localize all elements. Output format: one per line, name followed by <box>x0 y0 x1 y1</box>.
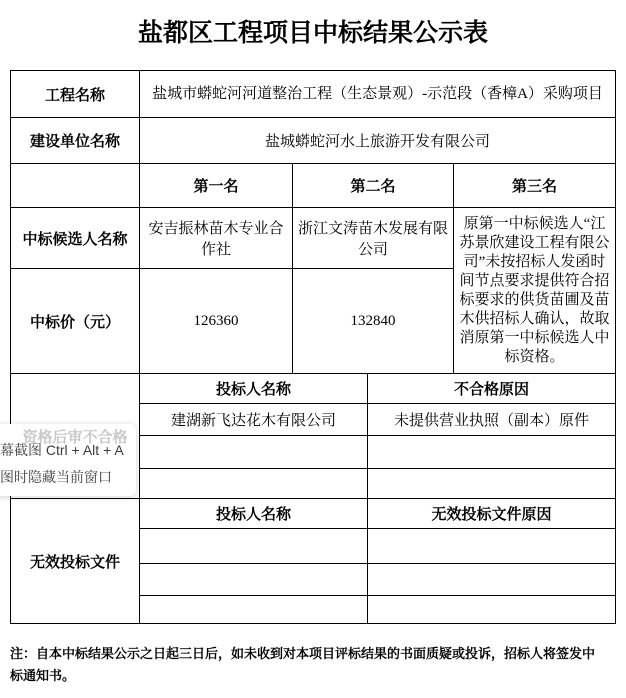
price-1: 126360 <box>140 269 293 374</box>
owner-value: 盐城蟒蛇河水上旅游开发有限公司 <box>140 118 616 164</box>
price-2: 132840 <box>293 269 454 374</box>
price-label: 中标价（元） <box>11 269 140 374</box>
invalid-row-reason <box>368 529 616 564</box>
invalid-header-reason: 无效投标文件原因 <box>368 499 616 529</box>
bid-result-table <box>10 70 616 624</box>
invalid-row-reason <box>368 596 616 624</box>
invalid-row-bidder <box>140 529 368 564</box>
unqualified-row-reason <box>368 469 616 499</box>
invalid-row-bidder <box>140 564 368 596</box>
unqualified-row-bidder: 建湖新飞达花木有限公司 <box>140 404 368 436</box>
candidates-label: 中标候选人名称 <box>11 208 140 269</box>
unqualified-section-label: 资格后审不合格 <box>22 429 128 446</box>
rank-header-1: 第一名 <box>140 164 293 208</box>
invalid-row-reason <box>368 564 616 596</box>
invalid-row-bidder <box>140 596 368 624</box>
candidate-2: 浙江文涛苗木发展有限公司 <box>293 208 454 269</box>
invalid-header-bidder: 投标人名称 <box>140 499 368 529</box>
candidate-1: 安吉振林苗木专业合作社 <box>140 208 293 269</box>
owner-label: 建设单位名称 <box>11 118 140 164</box>
rank-header-2: 第二名 <box>293 164 454 208</box>
unqualified-header-bidder: 投标人名称 <box>140 374 368 404</box>
unqualified-header-reason: 不合格原因 <box>368 374 616 404</box>
rank-corner-cell <box>11 164 140 208</box>
project-name-label: 工程名称 <box>11 71 140 118</box>
invalid-section-label: 无效投标文件 <box>11 499 140 624</box>
third-place-note: 原第一中标候选人“江苏景欣建设工程有限公司”未按招标人发函时间节点要求提供符合招标要求的供货苗圃及苗木供招标人确认，故取消原第一中标候选人中标资格。 <box>454 208 616 374</box>
tooltip-shortcut-line: 幕截图 Ctrl + Alt + A <box>0 442 124 458</box>
footer-note: 注：自本中标结果公示之日起三日后，如未收到对本项目评标结果的书面质疑或投诉，招标人将签发中标通知书。 <box>10 646 596 683</box>
unqualified-row-reason: 未提供营业执照（副本）原件 <box>368 404 616 436</box>
project-name-value: 盐城市蟒蛇河河道整治工程（生态景观）-示范段（香樟A）采购项目 <box>140 71 616 118</box>
unqualified-row-reason <box>368 436 616 469</box>
page-title: 盐都区工程项目中标结果公示表 <box>137 19 488 47</box>
tooltip-hide-window-line: 图时隐藏当前窗口 <box>0 469 112 485</box>
unqualified-row-bidder <box>140 436 368 469</box>
rank-header-3: 第三名 <box>454 164 616 208</box>
unqualified-row-bidder <box>140 469 368 499</box>
